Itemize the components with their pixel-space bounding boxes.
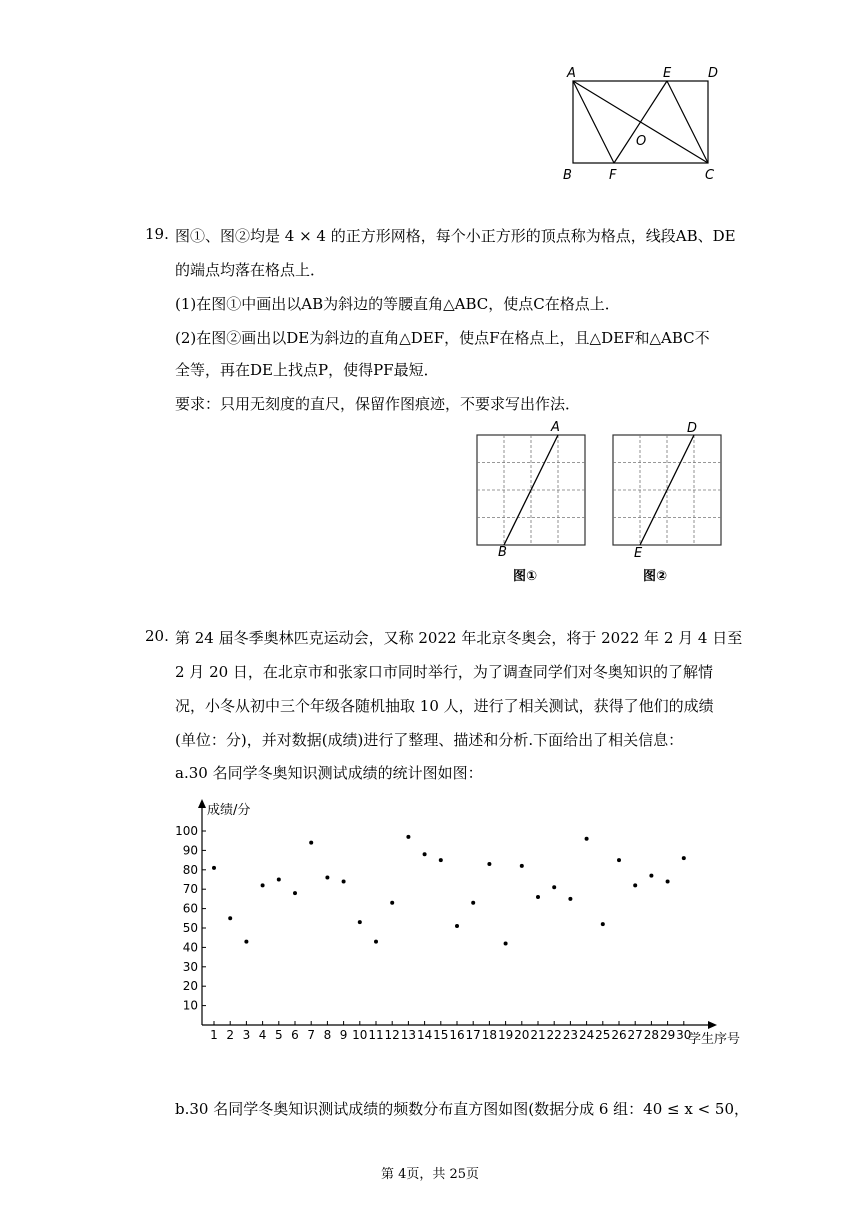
- x-tick-label: 13: [400, 1028, 417, 1042]
- y-tick-label: 70: [182, 882, 198, 897]
- x-axis-label: 学生序号: [688, 1032, 741, 1047]
- data-point: [633, 883, 637, 887]
- x-tick-label: 28: [643, 1028, 660, 1042]
- x-tick-label: 15: [433, 1028, 449, 1042]
- data-point: [261, 883, 265, 887]
- label-F: F: [609, 168, 617, 183]
- x-tick-label: 14: [416, 1028, 433, 1042]
- data-point: [358, 920, 362, 924]
- data-point: [666, 879, 670, 883]
- data-point: [568, 897, 572, 901]
- x-tick-label: 30: [676, 1028, 692, 1042]
- q19-number: 19.: [145, 225, 169, 243]
- x-tick-label: 24: [578, 1028, 595, 1042]
- data-point: [552, 885, 556, 889]
- x-tick-label: 21: [530, 1028, 546, 1042]
- data-point: [277, 878, 281, 882]
- y-tick-label: 30: [182, 959, 198, 974]
- x-tick-label: 10: [352, 1028, 368, 1042]
- y-tick-label: 90: [182, 843, 198, 858]
- x-tick-label: 19: [497, 1028, 514, 1042]
- y-tick-label: 20: [182, 979, 198, 994]
- grid2-label-E: E: [634, 546, 643, 561]
- data-point: [471, 901, 475, 905]
- data-point: [601, 922, 605, 926]
- data-point: [293, 891, 297, 895]
- label-E: E: [663, 66, 672, 81]
- grid-figures: [465, 418, 745, 588]
- data-point: [649, 874, 653, 878]
- y-tick-label: 40: [182, 940, 198, 955]
- data-point: [682, 856, 686, 860]
- data-point: [455, 924, 459, 928]
- data-point: [325, 876, 329, 880]
- q19-line5: 全等，再在DE上找点P，使得PF最短．: [175, 361, 439, 379]
- data-point: [342, 879, 346, 883]
- grid1-caption: 图①: [513, 569, 538, 584]
- data-point: [617, 858, 621, 862]
- scatter-chart: [170, 795, 760, 1055]
- rectangle-figure: [555, 62, 730, 187]
- data-point: [487, 862, 491, 866]
- q20-line-a: a.30 名同学冬奥知识测试成绩的统计图如图：: [175, 764, 483, 782]
- data-point: [244, 940, 248, 944]
- x-tick-label: 3: [242, 1028, 251, 1042]
- y-tick-label: 10: [182, 998, 198, 1013]
- x-tick-label: 23: [562, 1028, 579, 1042]
- data-point: [406, 835, 410, 839]
- y-tick-label: 80: [182, 862, 198, 877]
- q19-line4: (2)在图②画出以DE为斜边的直角△DEF，使点F在格点上，且△DEF和△ABC不: [175, 329, 710, 347]
- x-axis-arrow: [708, 1021, 717, 1029]
- q19-line1: 图①、图②均是 4 × 4 的正方形网格，每个小正方形的顶点称为格点，线段AB、DE: [175, 227, 736, 245]
- label-A: A: [567, 66, 576, 81]
- label-B: B: [563, 168, 572, 183]
- q20-number: 20.: [145, 627, 169, 645]
- data-point: [439, 858, 443, 862]
- x-tick-label: 11: [368, 1028, 384, 1042]
- q20-line3: 况，小冬从初中三个年级各随机抽取 10 人，进行了相关测试，获得了他们的成绩: [175, 697, 714, 715]
- y-tick-label: 100: [175, 824, 198, 838]
- grid-figure-2: [613, 421, 721, 584]
- x-tick-label: 7: [307, 1028, 316, 1042]
- x-tick-label: 8: [323, 1028, 332, 1042]
- data-point: [536, 895, 540, 899]
- x-tick-label: 26: [611, 1028, 627, 1042]
- q19-line2: 的端点均落在格点上．: [175, 261, 326, 279]
- label-D: D: [708, 66, 719, 81]
- q20-line4: (单位：分)，并对数据(成绩)进行了整理、描述和分析.下面给出了相关信息：: [175, 731, 684, 749]
- x-tick-label: 9: [339, 1028, 348, 1042]
- data-point: [504, 942, 508, 946]
- x-tick-label: 17: [465, 1028, 481, 1042]
- y-tick-label: 50: [182, 921, 198, 935]
- data-point: [228, 916, 232, 920]
- data-point: [390, 901, 394, 905]
- data-point: [520, 864, 524, 868]
- x-tick-label: 18: [481, 1028, 498, 1042]
- x-tick-label: 1: [210, 1028, 218, 1042]
- grid-figure-1: [477, 420, 585, 584]
- x-tick-label: 6: [291, 1028, 299, 1042]
- label-O: O: [636, 134, 647, 149]
- data-point: [585, 837, 589, 841]
- q20-line1: 第 24 届冬季奥林匹克运动会，又称 2022 年北京冬奥会，将于 2022 年 2 月 4 日至: [175, 629, 743, 647]
- x-tick-label: 4: [258, 1028, 267, 1042]
- q20-line-b: b.30 名同学冬奥知识测试成绩的频数分布直方图如图(数据分成 6 组：40 ≤ x < 50，: [175, 1100, 750, 1118]
- label-C: C: [705, 168, 715, 183]
- y-axis-arrow: [198, 799, 206, 808]
- data-point: [374, 940, 378, 944]
- x-tick-label: 29: [659, 1028, 676, 1042]
- data-point: [212, 866, 216, 870]
- x-tick-label: 20: [514, 1028, 530, 1042]
- x-tick-label: 25: [595, 1028, 611, 1042]
- x-tick-label: 2: [226, 1028, 235, 1042]
- y-axis-label: 成绩/分: [207, 803, 251, 818]
- x-tick-label: 5: [274, 1028, 283, 1042]
- grid1-label-A: A: [551, 420, 560, 435]
- q20-line2: 2 月 20 日，在北京市和张家口市同时举行，为了调查同学们对冬奥知识的了解情: [175, 663, 713, 681]
- q19-line3: (1)在图①中画出以AB为斜边的等腰直角△ABC，使点C在格点上．: [175, 295, 620, 313]
- grid2-label-D: D: [687, 421, 698, 436]
- x-tick-label: 16: [449, 1028, 465, 1042]
- grid1-label-B: B: [498, 545, 507, 560]
- data-point: [423, 852, 427, 856]
- q19-line6: 要求：只用无刻度的直尺，保留作图痕迹，不要求写出作法．: [175, 395, 581, 413]
- x-tick-label: 27: [627, 1028, 643, 1042]
- data-point: [309, 841, 313, 845]
- page-footer: 第 4页，共 25页: [380, 1167, 480, 1182]
- x-tick-label: 12: [384, 1028, 400, 1042]
- y-tick-label: 60: [182, 901, 198, 916]
- x-tick-label: 22: [546, 1028, 562, 1042]
- grid2-caption: 图②: [643, 569, 668, 584]
